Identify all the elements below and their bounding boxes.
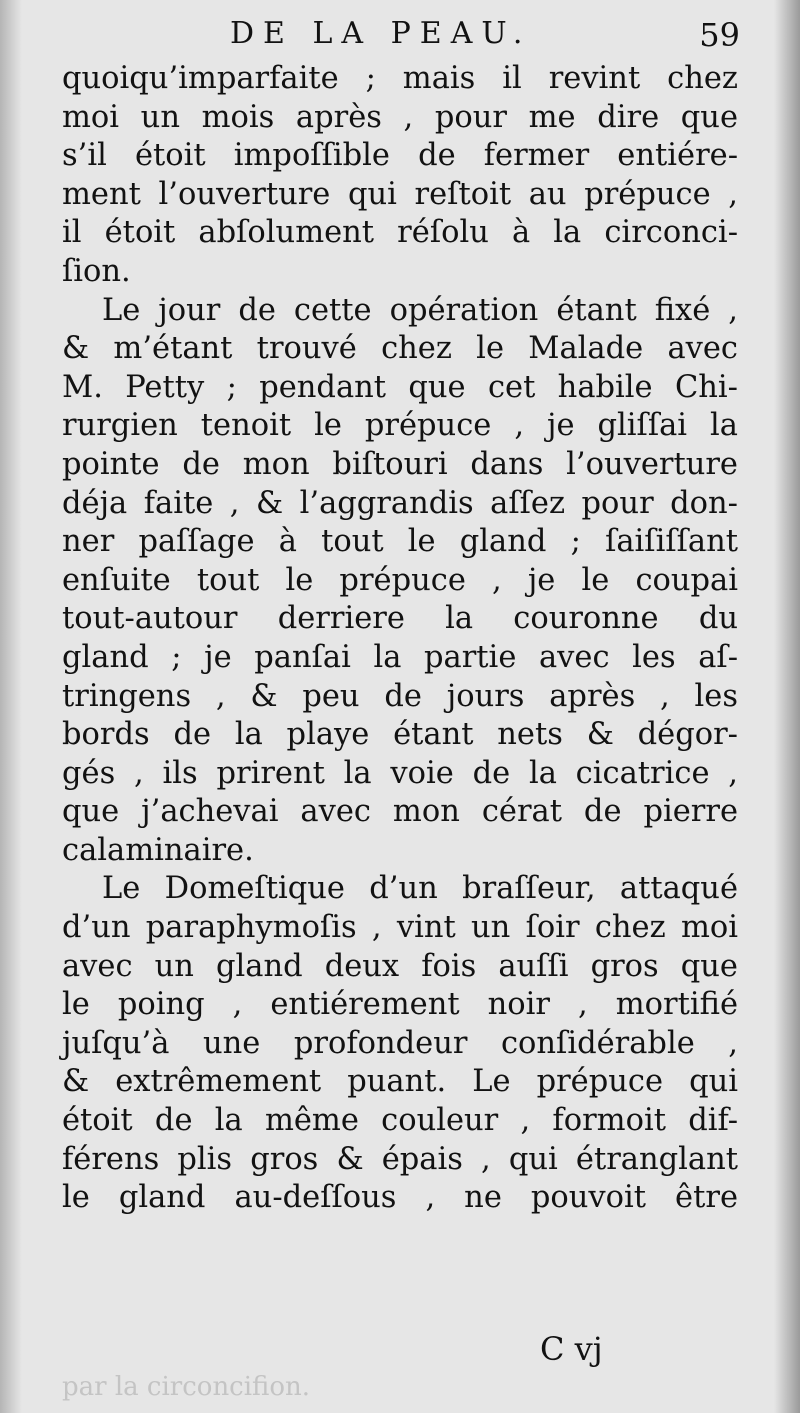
text-line: s’il étoit impoſſible de fermer entiére-	[62, 138, 738, 174]
text-line: déja faite , & l’aggrandis aſſez pour don-	[62, 485, 738, 521]
text-line: & extrêmement puant. Le prépuce qui	[62, 1064, 738, 1100]
text-body	[62, 60, 738, 1218]
text-line: le poing , entiérement noir , mortifié	[62, 987, 738, 1023]
text-line: & m’étant trouvé chez le Malade avec	[62, 331, 738, 367]
page-header	[60, 14, 740, 56]
signature-mark: C vj	[540, 1330, 603, 1368]
text-line: gland ; je panſai la partie avec les aſ-	[62, 639, 738, 675]
text-line: gés , ils prirent la voie de la cicatrice ,	[62, 755, 738, 791]
text-line: quoiqu’imparfaite ; mais il revint chez	[62, 61, 738, 96]
text-line: étoit de la même couleur , formoit dif-	[62, 1103, 738, 1139]
text-line: ner paſſage à tout le gland ; ſaiſiſſant	[62, 524, 738, 560]
text-line: tringens , & peu de jours après , les	[62, 678, 738, 714]
text-line: férens plis gros & épais , qui étranglant	[62, 1141, 738, 1177]
text-line: tout-autour derriere la couronne du	[62, 601, 738, 637]
text-line: M. Petty ; pendant que cet habile Chi-	[62, 369, 738, 405]
text-line: pointe de mon biſtouri dans l’ouverture	[62, 446, 738, 482]
bleed-through-text: par la circoncifion.	[62, 1372, 311, 1402]
text-line: rurgien tenoit le prépuce , je gliſſai la	[62, 408, 738, 444]
text-line: juſqu’à une profondeur conſidérable ,	[62, 1025, 738, 1061]
page-number: 59	[699, 16, 740, 54]
text-line: bords de la playe étant nets & dégor-	[62, 717, 738, 753]
text-line: moi un mois après , pour me dire que	[62, 99, 738, 135]
text-line: ſion.	[62, 253, 131, 289]
text-line: ment l’ouverture qui reſtoit au prépuce ,	[62, 176, 738, 212]
text-line: d’un paraphymoſis , vint un ſoir chez moi	[62, 910, 738, 946]
text-line: Le Domeſtique d’un braſſeur, attaqué	[102, 871, 738, 907]
text-line: enſuite tout le prépuce , je le coupai	[62, 562, 738, 598]
running-title: DE LA PEAU.	[230, 16, 532, 51]
text-line: calaminaire.	[62, 832, 254, 868]
text-line: que j’achevai avec mon cérat de pierre	[62, 794, 738, 830]
text-line: il étoit abſolument réſolu à la circonci-	[62, 215, 738, 251]
text-line: avec un gland deux fois auſſi gros que	[62, 948, 738, 984]
text-line: Le jour de cette opération étant fixé ,	[102, 292, 738, 328]
text-line: le gland au-deſſous , ne pouvoit être	[62, 1180, 738, 1216]
